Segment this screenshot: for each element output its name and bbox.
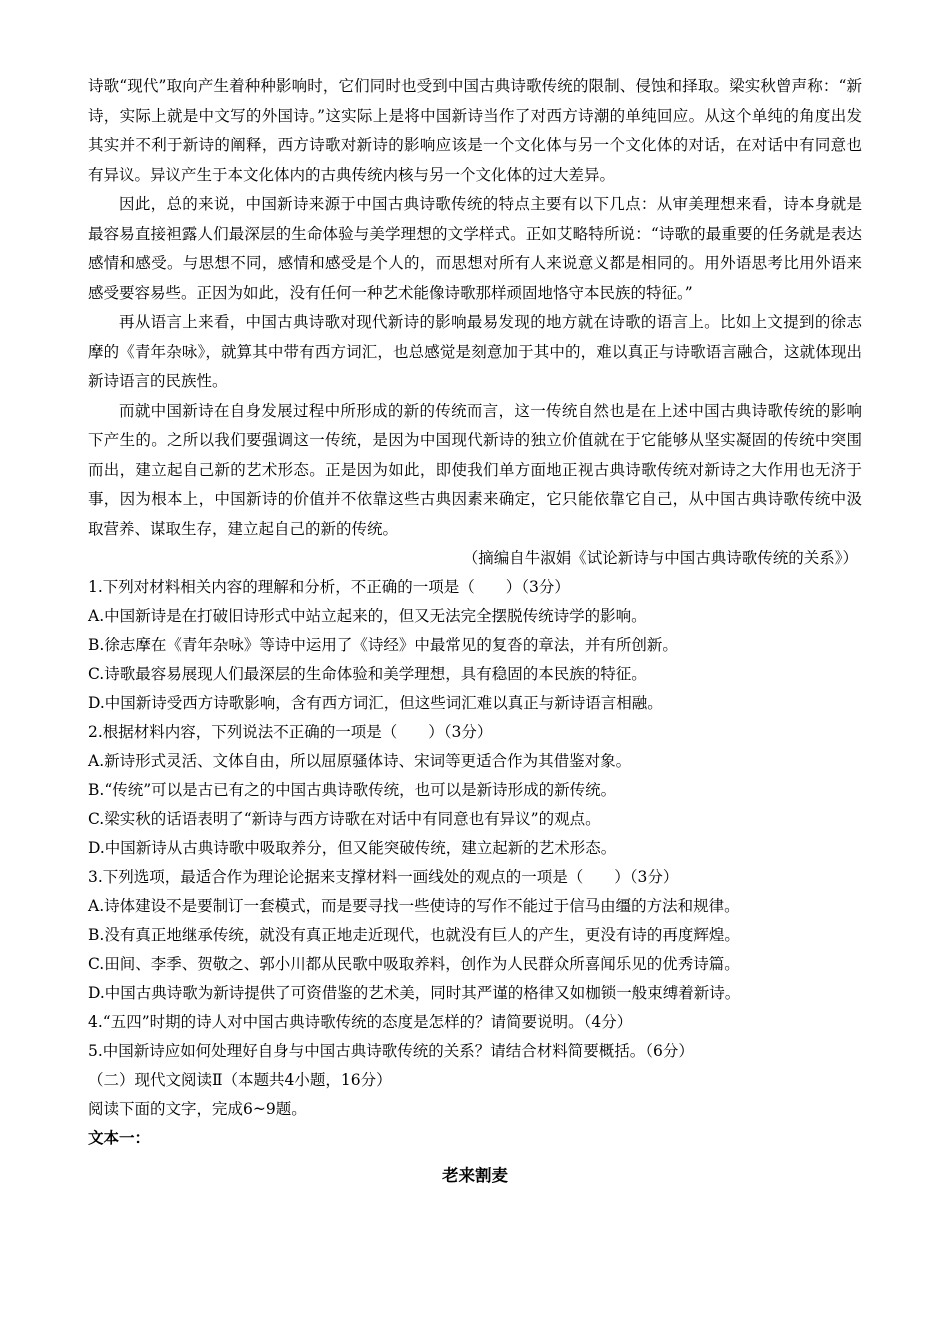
question-5: 5.中国新诗应如何处理好自身与中国古典诗歌传统的关系？请结合材料简要概括。（6分）	[88, 1042, 694, 1060]
question-2-option-b: B.“传统”可以是古已有之的中国古典诗歌传统，也可以是新诗形成的新传统。	[88, 781, 617, 799]
question-2-option-a: A.新诗形式灵活、文体自由，所以屈原骚体诗、宋词等更适合作为其借鉴对象。	[88, 752, 632, 770]
passage-paragraph-3: 再从语言上来看，中国古典诗歌对现代新诗的影响最易发现的地方就在诗歌的语言上。比如上文提到的徐志摩的《青年杂咏》，就算其中带有西方词汇，也总感觉是刻意加于其中的，难以真正与诗歌语言融合，这就体现出新诗语言的民族性。	[88, 313, 862, 390]
passage-paragraph-4: 而就中国新诗在自身发展过程中所形成的新的传统而言，这一传统自然也是在上述中国古典诗歌传统的影响下产生的。之所以我们要强调这一传统，是因为中国现代新诗的独立价值就在于它能够从坚实凝固的传统中突围而出，建立起自己新的艺术形态。正是因为如此，即使我们单方面地正视古典诗歌传统对新诗之大作用也无济于事，因为根本上，中国新诗的价值并不依靠这些古典因素来确定，它只能依靠它自己，从中国古典诗歌传统中汲取营养、谋取生存，建立起自己的新的传统。	[88, 401, 862, 538]
question-3-option-c: C.田间、李季、贺敬之、郭小川都从民歌中吸取养料，创作为人民群众所喜闻乐见的优秀诗篇。	[88, 955, 740, 973]
question-1-option-b: B.徐志摩在《青年杂咏》等诗中运用了《诗经》中最常见的复沓的章法，并有所创新。	[88, 636, 678, 654]
question-3-stem: 3.下列选项，最适合作为理论论据来支撑材料一画线处的观点的一项是（ ）（3分）	[88, 868, 679, 886]
question-1-option-a: A.中国新诗是在打破旧诗形式中站立起来的，但又无法完全摆脱传统诗学的影响。	[88, 607, 647, 625]
question-1-stem: 1.下列对材料相关内容的理解和分析，不正确的一项是（ ）（3分）	[88, 578, 570, 596]
story-title: 老来割麦	[442, 1166, 508, 1185]
passage-paragraph-2: 因此，总的来说，中国新诗来源于中国古典诗歌传统的特点主要有以下几点：从审美理想来看，诗本身就是最容易直接袒露人们最深层的生命体验与美学理想的文学样式。正如艾略特所说：“诗歌的最重要的任务就是表达感情和感受。与思想不同，感情和感受是个人的，而思想对所有人来说意义都是相同的。用外语思考比用外语来感受要容易些。正因为如此，没有任何一种艺术能像诗歌那样顽固地恪守本民族的特征。”	[88, 195, 862, 302]
section-2-instruction: 阅读下面的文字，完成6~9题。	[88, 1100, 307, 1118]
question-3-option-b: B.没有真正地继承传统，就没有真正地走近现代，也就没有巨人的产生，更没有诗的再度辉煌。	[88, 926, 740, 944]
question-2-stem: 2.根据材料内容，下列说法不正确的一项是（ ）（3分）	[88, 723, 493, 741]
question-3-option-a: A.诗体建设不是要制订一套模式，而是要寻找一些使诗的写作不能过于信马由缰的方法和规律。	[88, 897, 740, 915]
passage-paragraph-1: 诗歌“现代”取向产生着种种影响时，它们同时也受到中国古典诗歌传统的限制、侵蚀和择取。梁实秋曾声称：“新诗，实际上就是中文写的外国诗。”这实际上是将中国新诗当作了对西方诗潮的单纯回应。从这个单纯的角度出发其实并不利于新诗的阐释，西方诗歌对新诗的影响应该是一个文化体与另一个文化体的对话，在对话中有同意也有异议。异议产生于本文化体内的古典传统内核与另一个文化体的过大差异。	[88, 77, 862, 184]
question-4: 4.“五四”时期的诗人对中国古典诗歌传统的态度是怎样的？请简要说明。（4分）	[88, 1013, 633, 1031]
question-2-option-c: C.梁实秋的话语表明了“新诗与西方诗歌在对话中有同意也有异议”的观点。	[88, 810, 601, 828]
passage-source: （摘编自牛淑娟《试论新诗与中国古典诗歌传统的关系》）	[462, 549, 858, 567]
question-2-option-d: D.中国新诗从古典诗歌中吸取养分，但又能突破传统，建立起新的艺术形态。	[88, 839, 617, 857]
text-one-label: 文本一：	[88, 1129, 151, 1147]
section-2-heading: （二）现代文阅读Ⅱ（本题共4小题，16分）	[88, 1071, 392, 1089]
document-page	[88, 72, 862, 1208]
question-1-option-c: C.诗歌最容易展现人们最深层的生命体验和美学理想，具有稳固的本民族的特征。	[88, 665, 647, 683]
question-3-option-d: D.中国古典诗歌为新诗提供了可资借鉴的艺术美，同时其严谨的格律又如枷锁一般束缚着新诗。	[88, 984, 741, 1002]
question-1-option-d: D.中国新诗受西方诗歌影响，含有西方词汇，但这些词汇难以真正与新诗语言相融。	[88, 694, 663, 712]
